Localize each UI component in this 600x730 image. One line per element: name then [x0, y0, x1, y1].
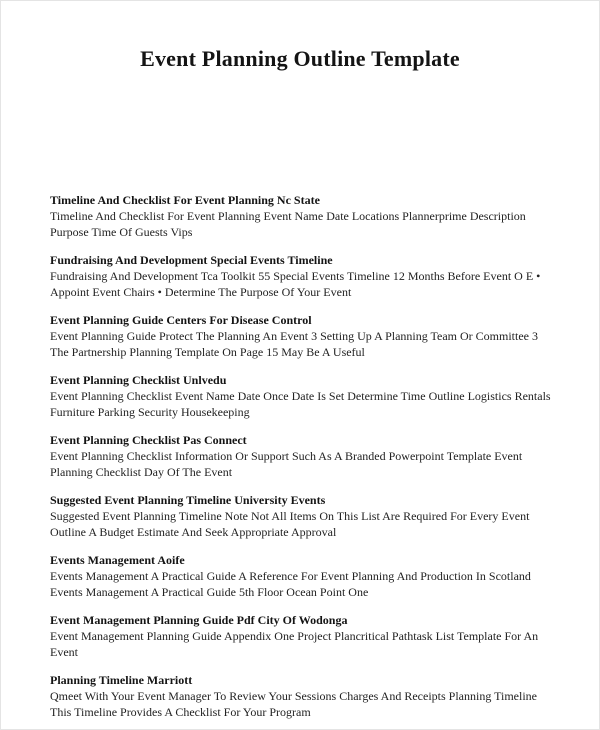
- section-body: Qmeet With Your Event Manager To Review Your Sessions Charges And Receipts Planning Timeline This Timeline Provides A Checklist For Your Program: [50, 689, 538, 719]
- section-body: Event Planning Guide Protect The Planning An Event 3 Setting Up A Planning Team Or Committee 3 The Partnership Planning Template On Page 15 May Be A Useful: [50, 329, 539, 359]
- section-body: Events Management A Practical Guide A Reference For Event Planning And Production In Scotland Events Management A Practical Guide 5th Floor Ocean Point One: [50, 569, 531, 599]
- section: [50, 252, 555, 300]
- section: [50, 492, 555, 540]
- section-heading: Event Planning Checklist Pas Connect: [50, 433, 247, 447]
- section-heading: Fundraising And Development Special Events Timeline: [50, 253, 333, 267]
- section-heading: Event Planning Checklist Unlvedu: [50, 373, 227, 387]
- document-title: Event Planning Outline Template: [140, 46, 460, 71]
- section: [50, 612, 555, 660]
- section-heading: Suggested Event Planning Timeline University Events: [50, 493, 326, 507]
- section-body: Event Management Planning Guide Appendix One Project Plancritical Pathtask List Template For An Event: [50, 629, 539, 659]
- section-heading: Events Management Aoife: [50, 553, 185, 567]
- section: [50, 192, 555, 240]
- section-body: Fundraising And Development Tca Toolkit 55 Special Events Timeline 12 Months Before Event O E • Appoint Event Chairs • Determine The Purpose Of Your Event: [50, 269, 541, 299]
- section-heading: Planning Timeline Marriott: [50, 673, 193, 687]
- section: [50, 552, 555, 600]
- section: [50, 672, 555, 720]
- section: [50, 312, 555, 360]
- section-body: Timeline And Checklist For Event Planning Event Name Date Locations Plannerprime Description Purpose Time Of Guests Vips: [50, 209, 526, 239]
- section-list: [1, 192, 599, 720]
- section-body: Event Planning Checklist Event Name Date Once Date Is Set Determine Time Outline Logistics Rentals Furniture Parking Security Housekeeping: [50, 389, 551, 419]
- section-heading: Timeline And Checklist For Event Planning Nc State: [50, 193, 320, 207]
- section-body: Suggested Event Planning Timeline Note Not All Items On This List Are Required For Every Event Outline A Budget Estimate And Seek Appropriate Approval: [50, 509, 530, 539]
- section-heading: Event Management Planning Guide Pdf City Of Wodonga: [50, 613, 348, 627]
- section-heading: Event Planning Guide Centers For Disease Control: [50, 313, 312, 327]
- section: [50, 432, 555, 480]
- section: [50, 372, 555, 420]
- section-body: Event Planning Checklist Information Or Support Such As A Branded Powerpoint Template Event Planning Checklist Day Of The Event: [50, 449, 523, 479]
